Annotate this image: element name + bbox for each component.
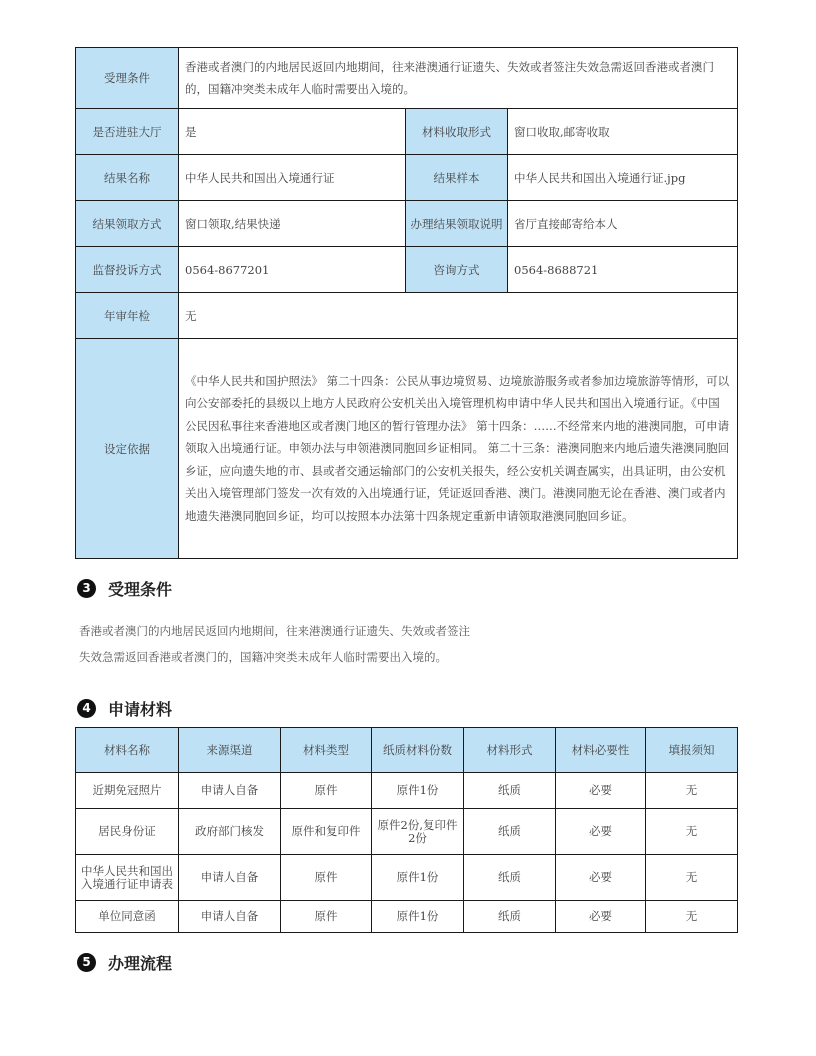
- field-value: 省厅直接邮寄给本人: [508, 201, 738, 247]
- field-label: 年审年检: [76, 293, 179, 339]
- table-cell: 纸质: [464, 773, 556, 809]
- table-row: [76, 901, 738, 933]
- result-sample-link[interactable]: 中华人民共和国出入境通行证.jpg: [508, 155, 738, 201]
- section-title: 申请材料: [108, 699, 173, 719]
- table-cell: 居民身份证: [76, 809, 179, 855]
- table-cell: 纸质: [464, 809, 556, 855]
- consult-phone: 0564-8688721: [508, 247, 738, 293]
- table-cell: 无: [646, 855, 738, 901]
- table-cell: 原件1份: [372, 855, 464, 901]
- section-number-badge: 5: [77, 953, 96, 972]
- table-row: [76, 855, 738, 901]
- table-row: [76, 155, 738, 201]
- acceptance-paragraph: 香港或者澳门的内地居民返回内地期间，往来港澳通行证遗失、失效或者签注失效急需返回香港或者澳门的，国籍冲突类未成年人临时需要出入境的。: [79, 624, 470, 664]
- table-row: [76, 293, 738, 339]
- table-header-row: [76, 728, 738, 773]
- column-header: 来源渠道: [179, 728, 281, 773]
- table-row: [76, 339, 738, 559]
- field-label: 咨询方式: [406, 247, 508, 293]
- table-cell: 原件和复印件: [281, 809, 372, 855]
- table-cell: 近期免冠照片: [76, 773, 179, 809]
- field-value: 无: [179, 293, 738, 339]
- table-row: [76, 201, 738, 247]
- column-header: 材料形式: [464, 728, 556, 773]
- field-label: 结果领取方式: [76, 201, 179, 247]
- table-cell: 原件1份: [372, 773, 464, 809]
- table-row: [76, 109, 738, 155]
- table-cell: 原件2份,复印件2份: [372, 809, 464, 855]
- table-cell: 原件: [281, 855, 372, 901]
- table-row: [76, 773, 738, 809]
- table-cell: 原件1份: [372, 901, 464, 933]
- field-label: 材料收取形式: [406, 109, 508, 155]
- service-info-table: [75, 47, 738, 559]
- field-value: 中华人民共和国出入境通行证: [179, 155, 406, 201]
- table-cell: 无: [646, 901, 738, 933]
- field-label: 办理结果领取说明: [406, 201, 508, 247]
- field-label: 受理条件: [76, 48, 179, 109]
- field-value: 是: [179, 109, 406, 155]
- table-cell: 申请人自备: [179, 855, 281, 901]
- table-cell: 原件: [281, 773, 372, 809]
- column-header: 材料必要性: [556, 728, 646, 773]
- table-cell: 单位同意函: [76, 901, 179, 933]
- table-cell: 必要: [556, 773, 646, 809]
- table-cell: 必要: [556, 901, 646, 933]
- field-label: 是否进驻大厅: [76, 109, 179, 155]
- table-cell: 申请人自备: [179, 773, 281, 809]
- section-heading: [75, 947, 737, 977]
- section-title: 受理条件: [108, 579, 173, 599]
- materials-table: [75, 727, 738, 933]
- section-number-badge: 3: [77, 579, 96, 598]
- table-cell: 无: [646, 773, 738, 809]
- table-row: [76, 809, 738, 855]
- field-value: 香港或者澳门的内地居民返回内地期间，往来港澳通行证遗失、失效或者签注失效急需返回香港或者澳门的，国籍冲突类未成年人临时需要出入境的。: [179, 48, 738, 109]
- table-cell: 必要: [556, 855, 646, 901]
- table-cell: 无: [646, 809, 738, 855]
- table-cell: 原件: [281, 901, 372, 933]
- section-heading: [75, 693, 737, 723]
- table-row: [76, 247, 738, 293]
- column-header: 填报须知: [646, 728, 738, 773]
- field-value: 窗口收取,邮寄收取: [508, 109, 738, 155]
- field-label: 监督投诉方式: [76, 247, 179, 293]
- table-cell: 中华人民共和国出入境通行证申请表: [76, 855, 179, 901]
- table-cell: 纸质: [464, 901, 556, 933]
- section-number-badge: 4: [77, 699, 96, 718]
- column-header: 纸质材料份数: [372, 728, 464, 773]
- document-page: [75, 47, 737, 977]
- field-label: 结果样本: [406, 155, 508, 201]
- section-title: 办理流程: [108, 953, 173, 973]
- column-header: 材料名称: [76, 728, 179, 773]
- complaint-phone: 0564-8677201: [179, 247, 406, 293]
- column-header: 材料类型: [281, 728, 372, 773]
- table-cell: 纸质: [464, 855, 556, 901]
- legal-basis-text: 《中华人民共和国护照法》 第二十四条：公民从事边境贸易、边境旅游服务或者参加边境旅游等情形，可以向公安部委托的县级以上地方人民政府公安机关出入境管理机构申请中华人民共和国出入境通行证。《中国公民因私事往来香港地区或者澳门地区的暂行管理办法》 第十四条：……不经常来内地的港澳同胞，可申请领取入出境通行证。申领办法与申领港澳同胞回乡证相同。 第二十三条：港澳同胞来内地后遗失港澳同胞回乡证，应向遗失地的市、县或者交通运输部门的公安机关报失，经公安机关调查属实，出具证明，由公安机关出入境管理部门签发一次有效的入出境通行证，凭证返回香港、澳门。港澳同胞无论在香港、澳门或者内地遗失港澳同胞回乡证，均可以按照本办法第十四条规定重新申请领取港澳同胞回乡证。: [179, 339, 738, 559]
- field-label: 设定依据: [76, 339, 179, 559]
- table-cell: 必要: [556, 809, 646, 855]
- table-cell: 申请人自备: [179, 901, 281, 933]
- section-heading: [75, 573, 737, 603]
- table-cell: 政府部门核发: [179, 809, 281, 855]
- table-row: [76, 48, 738, 109]
- field-value: 窗口领取,结果快递: [179, 201, 406, 247]
- field-label: 结果名称: [76, 155, 179, 201]
